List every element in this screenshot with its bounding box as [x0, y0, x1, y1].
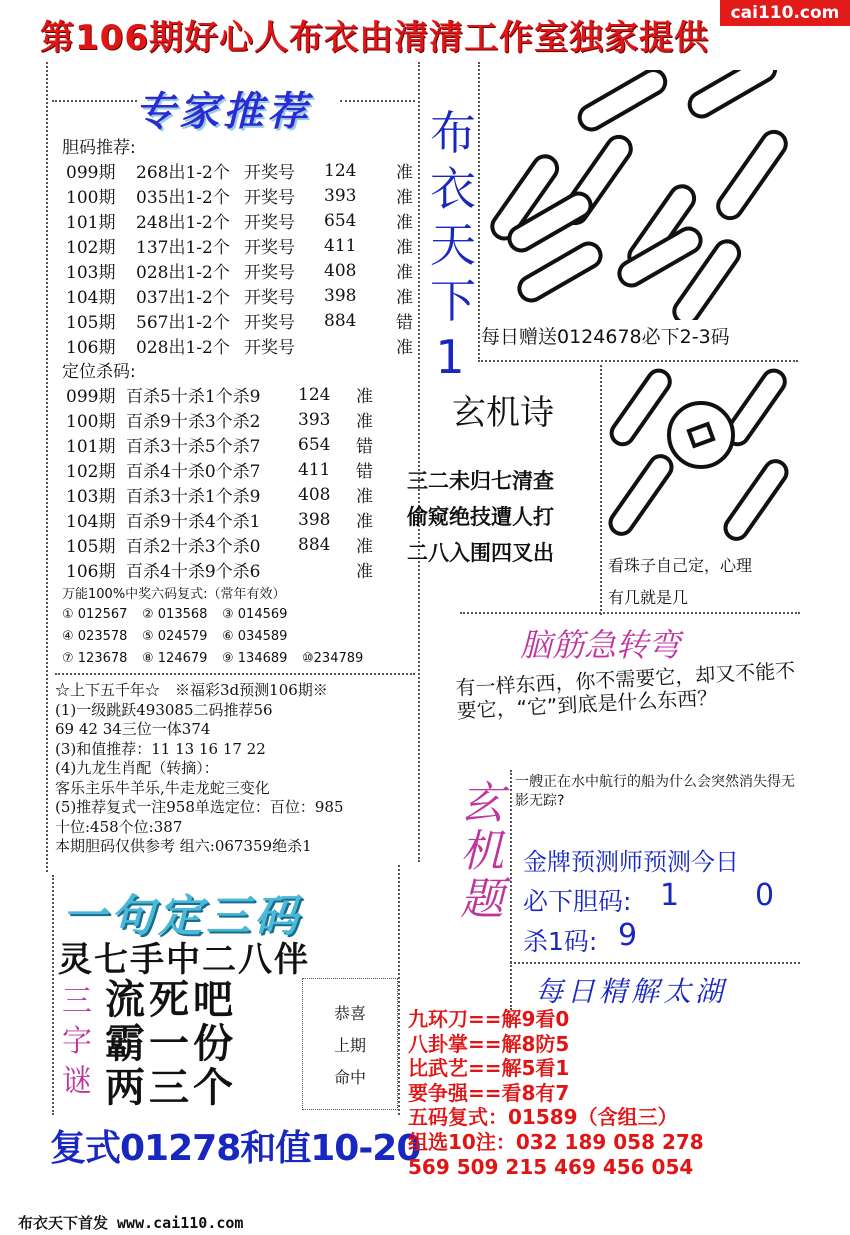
- prediction-line: (1)一级跳跃493085二码推荐56: [55, 700, 273, 719]
- prediction-line: 本期胆码仅供参考 组六:067359绝杀1: [55, 837, 312, 855]
- footer-text: 布衣天下首发 www.cai110.com: [18, 1214, 244, 1232]
- wn-item: ④ 023578: [62, 629, 128, 644]
- yjdsm-title: 一句定三码: [62, 891, 302, 942]
- szm-word: 两三个: [105, 1065, 237, 1111]
- daily-gift: 每日赠送0124678必下2-3码: [481, 326, 730, 348]
- dw-cell: 准: [356, 537, 373, 557]
- dm-cell: 884: [324, 310, 357, 331]
- wn-item: ② 013568: [142, 607, 208, 622]
- dm-cell: 037出1-2个: [136, 288, 230, 308]
- fushi: 复式01278和值10-20: [50, 1128, 421, 1169]
- poem-line: 偷窥绝技遭人打: [407, 505, 554, 529]
- szm-words: [105, 978, 237, 1110]
- dm-cell: 准: [396, 188, 413, 208]
- divider: [600, 365, 602, 615]
- divider: [398, 865, 400, 1115]
- dm-row: [66, 283, 426, 308]
- dm-cell: 开奖号: [244, 313, 295, 333]
- dw-cell: 百杀9十杀4个杀1: [126, 512, 261, 532]
- poem-line: 二八入围四叉出: [407, 541, 554, 565]
- dw-cell: 准: [356, 512, 373, 532]
- prediction-line: ☆上下五千年☆ ※福彩3d预测106期※: [55, 681, 328, 699]
- dw-cell: 百杀3十杀5个杀7: [126, 437, 261, 457]
- byt-char: 下: [430, 274, 476, 328]
- dm-cell: 393: [324, 185, 357, 206]
- dm-cell: 411: [324, 235, 357, 256]
- prediction-line: (4)九龙生肖配（转摘）：: [55, 759, 219, 777]
- dw-cell: 393: [298, 409, 331, 430]
- prediction-line: 69 42 34三位一体374: [55, 720, 211, 738]
- dm-cell: 124: [324, 160, 357, 181]
- dw-cell: 102期: [66, 462, 116, 482]
- taihu-line: 比武艺==解5看1: [408, 1056, 570, 1081]
- taihu-lines: [408, 1007, 704, 1179]
- dm-cell: 028出1-2个: [136, 338, 230, 358]
- xjt-title: [458, 780, 506, 924]
- dm-cell: 开奖号: [244, 163, 295, 183]
- dw-cell: 准: [356, 562, 373, 582]
- xjs-note1: 看珠子自己定，心理: [608, 556, 753, 575]
- dw-label: 定位杀码:: [62, 362, 136, 382]
- prediction-line: (5)推荐复式一注958单选定位：百位：985: [55, 798, 344, 816]
- dm-cell: 105期: [66, 313, 116, 333]
- wn-label: 万能100%中奖六码复式:（常年有效）: [62, 587, 286, 602]
- dw-row: [66, 457, 386, 482]
- gx-line: 上期: [333, 1036, 366, 1055]
- dm-cell: 准: [396, 213, 413, 233]
- dw-row: [66, 382, 386, 407]
- yjdsm-phrase: 灵七手中二八伴: [58, 940, 310, 980]
- dw-row: [66, 407, 386, 432]
- poem-line: 三二未归七清查: [407, 469, 554, 493]
- wn-item: ⑤ 024579: [142, 629, 208, 644]
- prediction-text: [55, 681, 344, 857]
- dm-cell: 100期: [66, 188, 116, 208]
- njjz-question: 有一样东西，你不需要它，却又不能不要它，“它”到底是什么东西？: [454, 658, 796, 723]
- gx-line: 命中: [333, 1068, 366, 1087]
- dm-cell: 开奖号: [244, 288, 295, 308]
- prediction-line: 十位:458个位:387: [55, 817, 183, 836]
- xjs-title: 玄机诗: [452, 393, 554, 433]
- jinpai-label3: 杀1码:: [523, 927, 598, 956]
- expert-heading: 专家推荐: [135, 89, 311, 135]
- taihu-title: 每日精解太湖: [535, 975, 728, 1008]
- njjz-title: 脑筋急转弯: [520, 626, 681, 664]
- taihu-line: 569 509 215 469 456 054: [408, 1154, 694, 1179]
- dm-cell: 开奖号: [244, 213, 295, 233]
- dw-cell: 103期: [66, 487, 116, 507]
- dw-cell: 106期: [66, 562, 116, 582]
- wn-row: [62, 648, 382, 670]
- szm-word: 流死吧: [105, 977, 237, 1023]
- dw-cell: 百杀3十杀1个杀9: [126, 487, 261, 507]
- jinpai-d2: 0: [755, 878, 775, 913]
- dm-cell: 099期: [66, 163, 116, 183]
- taihu-line: 九环刀==解9看0: [408, 1007, 570, 1031]
- dw-cell: 准: [356, 412, 373, 432]
- gx-text: [315, 998, 385, 1094]
- dw-cell: [298, 557, 356, 582]
- wn-row: [62, 626, 382, 648]
- dm-cell: 137出1-2个: [136, 238, 230, 258]
- divider: [460, 612, 800, 614]
- divider: [510, 962, 800, 964]
- dm-label: 胆码推荐:: [62, 138, 136, 158]
- jinpai-label2: 必下胆码:: [523, 887, 632, 916]
- xjt-char: 机: [460, 826, 504, 877]
- dm-row: [66, 183, 426, 208]
- dm-cell: 268出1-2个: [136, 163, 230, 183]
- dw-cell: 105期: [66, 537, 116, 557]
- dw-cell: 百杀4十杀9个杀6: [126, 562, 261, 582]
- gx-line: 恭喜: [333, 1004, 366, 1023]
- jinpai-s1: 9: [618, 918, 638, 953]
- szm-word: 霸一份: [105, 1021, 237, 1067]
- dm-cell: 准: [396, 263, 413, 283]
- dm-cell: 398: [324, 285, 357, 306]
- site-logo[interactable]: cai110.com: [720, 0, 850, 26]
- dm-row: [66, 258, 426, 283]
- dm-cell: 准: [396, 288, 413, 308]
- taihu-line: 五码复式：01589（含组三）: [408, 1105, 678, 1130]
- byt-vertical-title: [430, 105, 476, 385]
- wn-item: ⑥ 034589: [222, 629, 288, 644]
- dw-cell: 101期: [66, 437, 116, 457]
- dw-cell: 124: [298, 384, 331, 405]
- dw-cell: 408: [298, 484, 331, 505]
- divider: [46, 62, 48, 872]
- page-title: 第106期好心人布衣由清清工作室独家提供: [40, 18, 709, 58]
- divider: [478, 62, 480, 362]
- jinpai-line1: 金牌预测师预测今日: [523, 848, 739, 876]
- divider: [52, 100, 137, 102]
- byt-char: 1: [435, 330, 465, 384]
- dm-cell: 开奖号: [244, 238, 295, 258]
- szm-label: [58, 982, 96, 1102]
- dm-cell: 101期: [66, 213, 116, 233]
- dm-cell: 408: [324, 260, 357, 281]
- dm-cell: 028出1-2个: [136, 263, 230, 283]
- dw-cell: 411: [298, 459, 331, 480]
- wn-item: ⑨ 134689: [222, 651, 288, 666]
- divider: [510, 770, 512, 1010]
- prediction-line: 客乐主乐牛羊乐,牛走龙蛇三变化: [55, 778, 270, 797]
- dw-table: [66, 382, 386, 582]
- dm-cell: 567出1-2个: [136, 313, 230, 333]
- xjs-poem: [407, 463, 554, 571]
- dm-cell: 035出1-2个: [136, 188, 230, 208]
- number-20-graphic: [485, 70, 795, 320]
- dm-cell: 开奖号: [244, 338, 295, 358]
- divider: [340, 100, 415, 102]
- szm-char: 三: [62, 984, 92, 1019]
- dw-cell: 100期: [66, 412, 116, 432]
- dw-cell: 884: [298, 534, 331, 555]
- dm-cell: 准: [396, 238, 413, 258]
- dw-cell: 准: [356, 487, 373, 507]
- wn-list: [62, 604, 382, 670]
- dm-cell: 错: [396, 313, 413, 333]
- divider: [55, 673, 415, 675]
- dm-cell: 103期: [66, 263, 116, 283]
- divider: [52, 875, 54, 1115]
- wn-item: ⑧ 124679: [142, 651, 208, 666]
- dw-cell: 099期: [66, 387, 116, 407]
- wn-item: ⑦ 123678: [62, 651, 128, 666]
- szm-char: 字: [62, 1024, 92, 1059]
- dm-cell: 654: [324, 210, 357, 231]
- dm-cell: [324, 333, 396, 358]
- dw-cell: 准: [356, 387, 373, 407]
- xjt-question: 一艘正在水中航行的船为什么会突然消失得无影无踪?: [515, 774, 795, 809]
- prediction-line: (3)和值推荐：11 13 16 17 22: [55, 739, 266, 758]
- dw-cell: 百杀4十杀0个杀7: [126, 462, 261, 482]
- wn-item: ⑩234789: [302, 651, 364, 666]
- dm-cell: 104期: [66, 288, 116, 308]
- dw-row: [66, 557, 386, 582]
- dm-cell: 106期: [66, 338, 116, 358]
- dm-row: [66, 333, 426, 358]
- byt-char: 天: [430, 218, 476, 272]
- dw-row: [66, 507, 386, 532]
- xjs-note2: 有几就是几: [608, 588, 689, 607]
- taihu-line: 八卦掌==解8防5: [408, 1031, 570, 1056]
- coin-beads-graphic: [605, 360, 795, 545]
- dw-cell: 104期: [66, 512, 116, 532]
- dm-cell: 248出1-2个: [136, 213, 230, 233]
- dw-row: [66, 532, 386, 557]
- dw-cell: 百杀9十杀3个杀2: [126, 412, 261, 432]
- dm-cell: 开奖号: [244, 188, 295, 208]
- dm-cell: 开奖号: [244, 263, 295, 283]
- dm-row: [66, 158, 426, 183]
- dw-cell: 654: [298, 434, 331, 455]
- wn-item: ③ 014569: [222, 607, 288, 622]
- dm-row: [66, 308, 426, 333]
- taihu-line: 组选10注：032 189 058 278: [408, 1129, 704, 1154]
- dw-row: [66, 432, 386, 457]
- dm-row: [66, 208, 426, 233]
- taihu-line: 要争强==看8有7: [408, 1080, 570, 1105]
- dm-cell: 准: [396, 163, 413, 183]
- dw-cell: 398: [298, 509, 331, 530]
- xjt-char: 玄: [460, 778, 504, 829]
- byt-char: 衣: [430, 162, 476, 216]
- dw-cell: 百杀2十杀3个杀0: [126, 537, 261, 557]
- szm-char: 谜: [62, 1064, 92, 1099]
- xjt-char: 题: [460, 874, 504, 925]
- dm-cell: 102期: [66, 238, 116, 258]
- dm-cell: 准: [396, 338, 413, 358]
- dw-cell: 错: [356, 462, 373, 482]
- jinpai-d1: 1: [660, 878, 680, 913]
- wn-row: [62, 604, 382, 626]
- dm-row: [66, 233, 426, 258]
- dw-cell: 百杀5十杀1个杀9: [126, 387, 261, 407]
- dw-cell: 错: [356, 437, 373, 457]
- byt-char: 布: [430, 106, 476, 160]
- dw-row: [66, 482, 386, 507]
- dm-table: [66, 158, 426, 358]
- wn-item: ① 012567: [62, 607, 128, 622]
